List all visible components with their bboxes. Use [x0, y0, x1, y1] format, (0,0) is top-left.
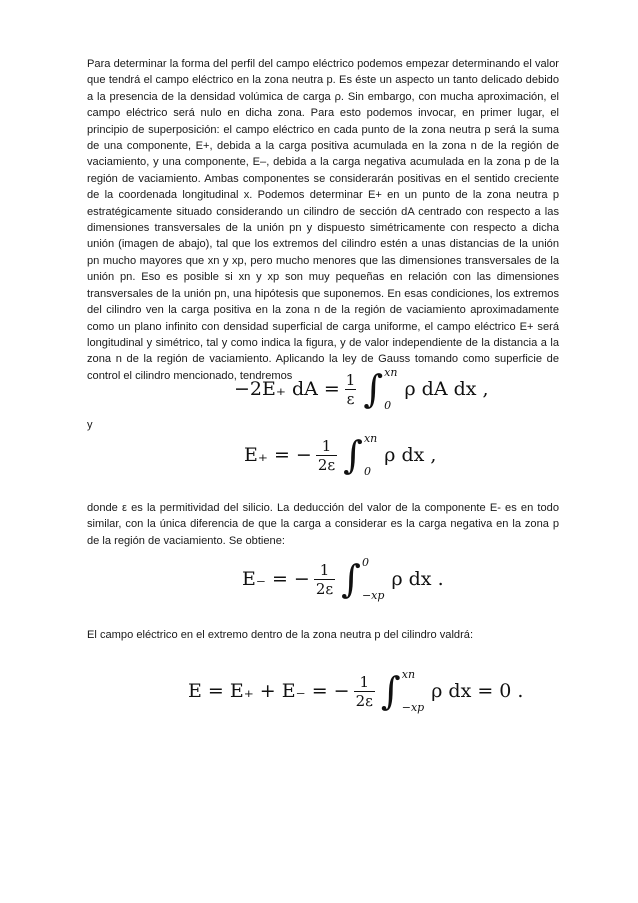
fraction	[314, 562, 335, 597]
text-line: donde ε es la permitividad del silicio. La deducción del valor de la componente E- es en todo similar,	[87, 502, 559, 531]
text-line: eléctrico será nulo en dicha zona. Para esto podemos invocar, en primer lugar, el principio de	[87, 107, 559, 136]
integrand: ρ dA dx ,	[404, 378, 489, 400]
integral-lower-limit: 0	[384, 399, 392, 412]
equation-lhs: E = E₊ + E₋ = −	[188, 680, 350, 702]
integral-upper-limit: xn	[363, 432, 378, 445]
connector-word: y	[87, 419, 93, 431]
integral-sign: ∫ xn 0	[363, 366, 398, 412]
integral-sign: ∫ xn −xp	[380, 668, 425, 714]
paragraph-intro	[87, 56, 559, 384]
text-line: superposición: el campo eléctrico en cada punto de la zona neutra p será la suma de una	[87, 123, 559, 153]
text-line: que tendrá el campo eléctrico en la zona neutra p. Es éste un aspecto un tanto delicado debido a	[87, 74, 559, 103]
text-line: longitudinal x. Podemos determinar E+ en un punto de la zona neutra p estratégicamente situado	[87, 189, 559, 218]
equation-gauss-law	[234, 366, 489, 412]
fraction-numerator: 1	[321, 436, 332, 455]
equation-lhs: E₊ = −	[244, 444, 312, 466]
text-line: Ambas componentes se considerarán positivas en el sentido creciente de la coordenada	[87, 172, 559, 202]
fraction-numerator: 1	[345, 370, 356, 389]
text-line: Para determinar la forma del perfil del campo eléctrico podemos empezar determinando el valor	[87, 58, 559, 70]
text-line: la presencia de la densidad volúmica de carga ρ. Sin embargo, con mucha aproximación, el campo	[87, 90, 559, 120]
fraction	[316, 438, 337, 473]
integrand: ρ dx .	[391, 568, 444, 590]
equation-e-minus	[242, 556, 444, 602]
equation-e-plus	[244, 432, 436, 478]
integral-upper-limit: xn	[401, 668, 416, 681]
equation-lhs: −2E₊ dA =	[234, 378, 340, 400]
text-line: región de vaciamiento aproximadamente como un plano infinito con densidad superficial de carga	[87, 304, 560, 333]
text-line: componente, E+, debida a la carga positiva acumulada en la zona n de la región de vaciamiento, y	[87, 140, 559, 169]
text-line: pequeñas en relación con las dimensiones transversales de la unión pn, una hipótesis que	[87, 271, 560, 300]
integrand: ρ dx ,	[384, 444, 437, 466]
fraction-numerator: 1	[319, 560, 330, 579]
fraction	[344, 372, 358, 407]
text-line: tomando como superficie de control el cilindro mencionado, tendremos	[87, 353, 559, 382]
integrand: ρ dx = 0 .	[431, 680, 524, 702]
integral-lower-limit: −xp	[401, 701, 425, 714]
integral-upper-limit: 0	[361, 556, 369, 569]
equation-total-field	[188, 668, 523, 714]
integral-sign: ∫ 0 −xp	[341, 556, 385, 602]
integral-lower-limit: 0	[363, 465, 371, 478]
fraction-denominator: ε	[346, 389, 355, 408]
fraction	[354, 674, 375, 709]
integral-upper-limit: xn	[384, 366, 398, 379]
text-line: independiente de la distancia a la zona n de la región de vaciamiento. Aplicando la ley de Gauss	[87, 336, 560, 366]
paragraph-permittivity	[87, 500, 559, 549]
text-line: uniforme, el campo eléctrico E+ será longitudinal y simétrico, tal y como indica la figura, y de valor	[87, 320, 560, 349]
fraction-denominator: 2ε	[355, 691, 373, 710]
integral-sign: ∫ xn 0	[343, 432, 378, 478]
text-line: extremos del cilindro estén a unas distancias de la unión pn mucho mayores que xn y xp, pero mucho	[87, 238, 560, 267]
fraction-numerator: 1	[359, 672, 370, 691]
equation-lhs: E₋ = −	[242, 568, 310, 590]
fraction-denominator: 2ε	[317, 455, 336, 474]
text-line: la unión pn y dispuesto simétricamente con respecto a dicha unión (imagen de abajo), tal que los	[87, 222, 559, 251]
text-line: suponemos. En esas condiciones, los extremos del cilindro ven la carga positiva en la zona n de la	[87, 287, 559, 317]
fraction-denominator: 2ε	[315, 579, 334, 598]
text-line: El campo eléctrico en el extremo dentro de la zona neutra p del cilindro valdrá:	[87, 629, 474, 641]
integral-lower-limit: −xp	[361, 589, 385, 602]
text-line: una componente, E–, debida a la carga negativa acumulada en la zona p de la región de vaciamiento.	[87, 156, 559, 185]
text-line: menores que las dimensiones transversales de la unión pn. Eso es posible si xn y xp son muy	[87, 254, 559, 284]
paragraph-total-field	[87, 627, 559, 643]
text-line: con la única diferencia de que la carga a considerar es la carga negativa en la zona p de la región de	[87, 518, 559, 547]
text-line: vaciamiento. Se obtiene:	[163, 534, 285, 547]
text-line: considerando un cilindro de sección dA centrado con respecto a las dimensiones transversales de	[87, 205, 559, 235]
